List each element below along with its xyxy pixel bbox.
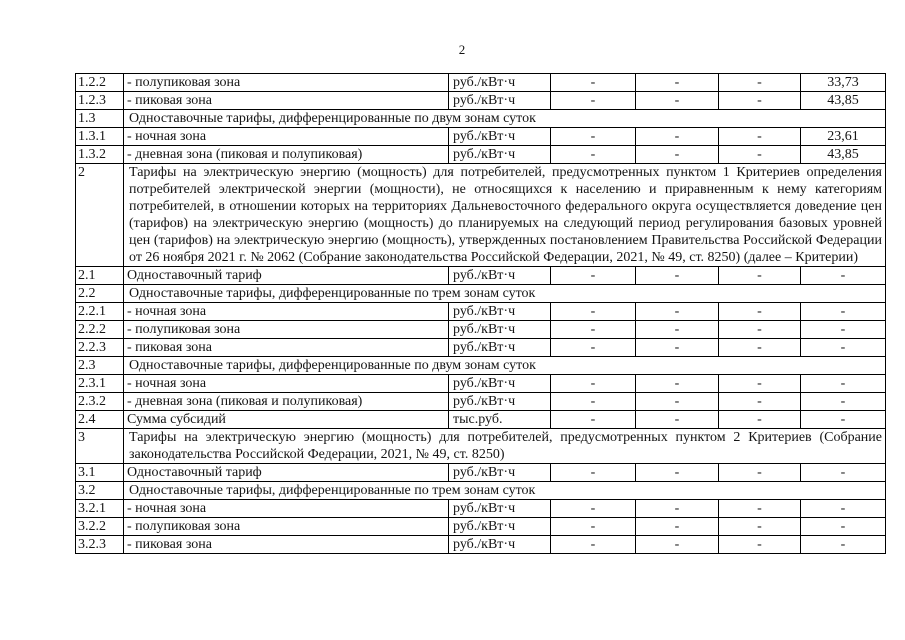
value-cell: -	[636, 339, 719, 357]
row-name-cell: - дневная зона (пиковая и полупиковая)	[124, 393, 449, 411]
row-number-cell: 2.2.2	[76, 321, 124, 339]
value-cell: -	[719, 518, 801, 536]
value-cell: -	[636, 74, 719, 92]
row-number-cell: 3	[76, 429, 124, 464]
row-name-cell: - ночная зона	[124, 128, 449, 146]
table-row	[76, 92, 886, 110]
value-cell: -	[719, 464, 801, 482]
value-cell: -	[719, 393, 801, 411]
table-row	[76, 357, 886, 375]
unit-cell: руб./кВт·ч	[449, 92, 551, 110]
value-cell: -	[636, 500, 719, 518]
unit-cell: руб./кВт·ч	[449, 321, 551, 339]
unit-cell: руб./кВт·ч	[449, 375, 551, 393]
unit-cell: руб./кВт·ч	[449, 536, 551, 554]
row-number-cell: 3.2.2	[76, 518, 124, 536]
table-row	[76, 74, 886, 92]
value-cell: -	[551, 411, 636, 429]
row-name-cell: - пиковая зона	[124, 339, 449, 357]
row-name-cell: Сумма субсидий	[124, 411, 449, 429]
table-row	[76, 536, 886, 554]
row-number-cell: 2.2.1	[76, 303, 124, 321]
value-cell: -	[801, 536, 886, 554]
value-cell: -	[636, 267, 719, 285]
value-cell: -	[719, 128, 801, 146]
value-cell: 33,73	[801, 74, 886, 92]
row-name-cell: - полупиковая зона	[124, 518, 449, 536]
row-name-cell: - ночная зона	[124, 375, 449, 393]
value-cell: -	[636, 321, 719, 339]
row-number-cell: 2.3.1	[76, 375, 124, 393]
unit-cell: руб./кВт·ч	[449, 464, 551, 482]
table-row	[76, 464, 886, 482]
unit-cell: руб./кВт·ч	[449, 267, 551, 285]
table-row	[76, 500, 886, 518]
value-cell: -	[636, 92, 719, 110]
table-row	[76, 267, 886, 285]
value-cell: -	[801, 267, 886, 285]
value-cell: -	[801, 375, 886, 393]
value-cell: -	[719, 303, 801, 321]
unit-cell: руб./кВт·ч	[449, 146, 551, 164]
value-cell: -	[636, 146, 719, 164]
value-cell: -	[551, 464, 636, 482]
tariff-table	[75, 73, 886, 554]
value-cell: -	[551, 92, 636, 110]
value-cell: -	[551, 267, 636, 285]
table-row	[76, 411, 886, 429]
row-number-cell: 1.3.2	[76, 146, 124, 164]
row-number-cell: 3.2.3	[76, 536, 124, 554]
value-cell: -	[636, 464, 719, 482]
row-number-cell: 2.4	[76, 411, 124, 429]
value-cell: -	[636, 128, 719, 146]
value-cell: -	[719, 267, 801, 285]
unit-cell: руб./кВт·ч	[449, 339, 551, 357]
value-cell: -	[801, 411, 886, 429]
value-cell: -	[551, 339, 636, 357]
table-row	[76, 339, 886, 357]
value-cell: -	[719, 411, 801, 429]
value-cell: -	[551, 146, 636, 164]
row-number-cell: 2.2	[76, 285, 124, 303]
row-name-cell: - пиковая зона	[124, 536, 449, 554]
unit-cell: руб./кВт·ч	[449, 128, 551, 146]
value-cell: -	[636, 303, 719, 321]
row-number-cell: 2.3	[76, 357, 124, 375]
unit-cell: руб./кВт·ч	[449, 500, 551, 518]
value-cell: -	[719, 146, 801, 164]
page-number: 2	[458, 42, 466, 57]
value-cell: -	[636, 411, 719, 429]
group-title-cell: Одноставочные тарифы, дифференцированные по двум зонам суток	[124, 110, 886, 128]
row-number-cell: 2	[76, 164, 124, 267]
row-name-cell: - дневная зона (пиковая и полупиковая)	[124, 146, 449, 164]
value-cell: -	[719, 92, 801, 110]
value-cell: -	[636, 375, 719, 393]
row-number-cell: 1.2.3	[76, 92, 124, 110]
row-number-cell: 1.2.2	[76, 74, 124, 92]
value-cell: -	[551, 74, 636, 92]
row-name-cell: - ночная зона	[124, 303, 449, 321]
row-name-cell: Одноставочный тариф	[124, 464, 449, 482]
value-cell: -	[719, 321, 801, 339]
value-cell: -	[801, 393, 886, 411]
table-row	[76, 482, 886, 500]
value-cell: -	[719, 375, 801, 393]
table-row	[76, 429, 886, 464]
table-row	[76, 375, 886, 393]
value-cell: -	[551, 518, 636, 536]
table-row	[76, 303, 886, 321]
row-name-cell: - пиковая зона	[124, 92, 449, 110]
table-row	[76, 128, 886, 146]
tariff-table-body	[76, 74, 886, 554]
row-number-cell: 3.2	[76, 482, 124, 500]
value-cell: -	[636, 393, 719, 411]
table-row	[76, 146, 886, 164]
value-cell: -	[551, 375, 636, 393]
value-cell: 43,85	[801, 146, 886, 164]
row-name-cell: - ночная зона	[124, 500, 449, 518]
value-cell: -	[719, 74, 801, 92]
table-row	[76, 164, 886, 267]
value-cell: -	[801, 518, 886, 536]
table-row	[76, 518, 886, 536]
value-cell: -	[551, 321, 636, 339]
value-cell: -	[801, 321, 886, 339]
row-name-cell: - полупиковая зона	[124, 321, 449, 339]
value-cell: -	[551, 128, 636, 146]
value-cell: -	[551, 536, 636, 554]
value-cell: -	[636, 536, 719, 554]
row-number-cell: 1.3	[76, 110, 124, 128]
unit-cell: руб./кВт·ч	[449, 393, 551, 411]
value-cell: -	[551, 303, 636, 321]
value-cell: -	[636, 518, 719, 536]
row-number-cell: 2.3.2	[76, 393, 124, 411]
row-name-cell: Одноставочный тариф	[124, 267, 449, 285]
value-cell: -	[801, 500, 886, 518]
unit-cell: тыс.руб.	[449, 411, 551, 429]
row-number-cell: 1.3.1	[76, 128, 124, 146]
unit-cell: руб./кВт·ч	[449, 74, 551, 92]
table-row	[76, 321, 886, 339]
value-cell: -	[719, 536, 801, 554]
value-cell: 23,61	[801, 128, 886, 146]
table-row	[76, 393, 886, 411]
table-row	[76, 285, 886, 303]
unit-cell: руб./кВт·ч	[449, 518, 551, 536]
value-cell: -	[719, 339, 801, 357]
row-number-cell: 3.2.1	[76, 500, 124, 518]
row-number-cell: 2.2.3	[76, 339, 124, 357]
value-cell: -	[801, 303, 886, 321]
value-cell: -	[719, 500, 801, 518]
value-cell: 43,85	[801, 92, 886, 110]
value-cell: -	[551, 393, 636, 411]
group-title-cell: Тарифы на электрическую энергию (мощность) для потребителей, предусмотренных пунктом 2 Критериев (Собрание законодательства Российской Федерации, 2021, № 49, ст. 8250)	[124, 429, 886, 464]
table-row	[76, 110, 886, 128]
row-name-cell: - полупиковая зона	[124, 74, 449, 92]
group-title-cell: Одноставочные тарифы, дифференцированные по двум зонам суток	[124, 357, 886, 375]
group-title-cell: Одноставочные тарифы, дифференцированные по трем зонам суток	[124, 285, 886, 303]
row-number-cell: 3.1	[76, 464, 124, 482]
unit-cell: руб./кВт·ч	[449, 303, 551, 321]
group-title-cell: Тарифы на электрическую энергию (мощность) для потребителей, предусмотренных пунктом 1 Критериев определения потребителей электрической энергии (мощности), не относящихся к населению и приравненным к нему категориям потребителей, в отношении которых на территориях Дальневосточного федерального округа осуществляется доведение цен (тарифов) на электрическую энергию (мощность) до планируемых на следующий период регулирования базовых уровней цен (тарифов) на электрическую энергию (мощность), утвержденных постановлением Правительства Российской Федерации от 26 ноября 2021 г. № 2062 (Собрание законодательства Российской Федерации, 2021, № 49, ст. 8250) (далее – Критерии)	[124, 164, 886, 267]
value-cell: -	[801, 339, 886, 357]
row-number-cell: 2.1	[76, 267, 124, 285]
value-cell: -	[801, 464, 886, 482]
value-cell: -	[551, 500, 636, 518]
group-title-cell: Одноставочные тарифы, дифференцированные по трем зонам суток	[124, 482, 886, 500]
